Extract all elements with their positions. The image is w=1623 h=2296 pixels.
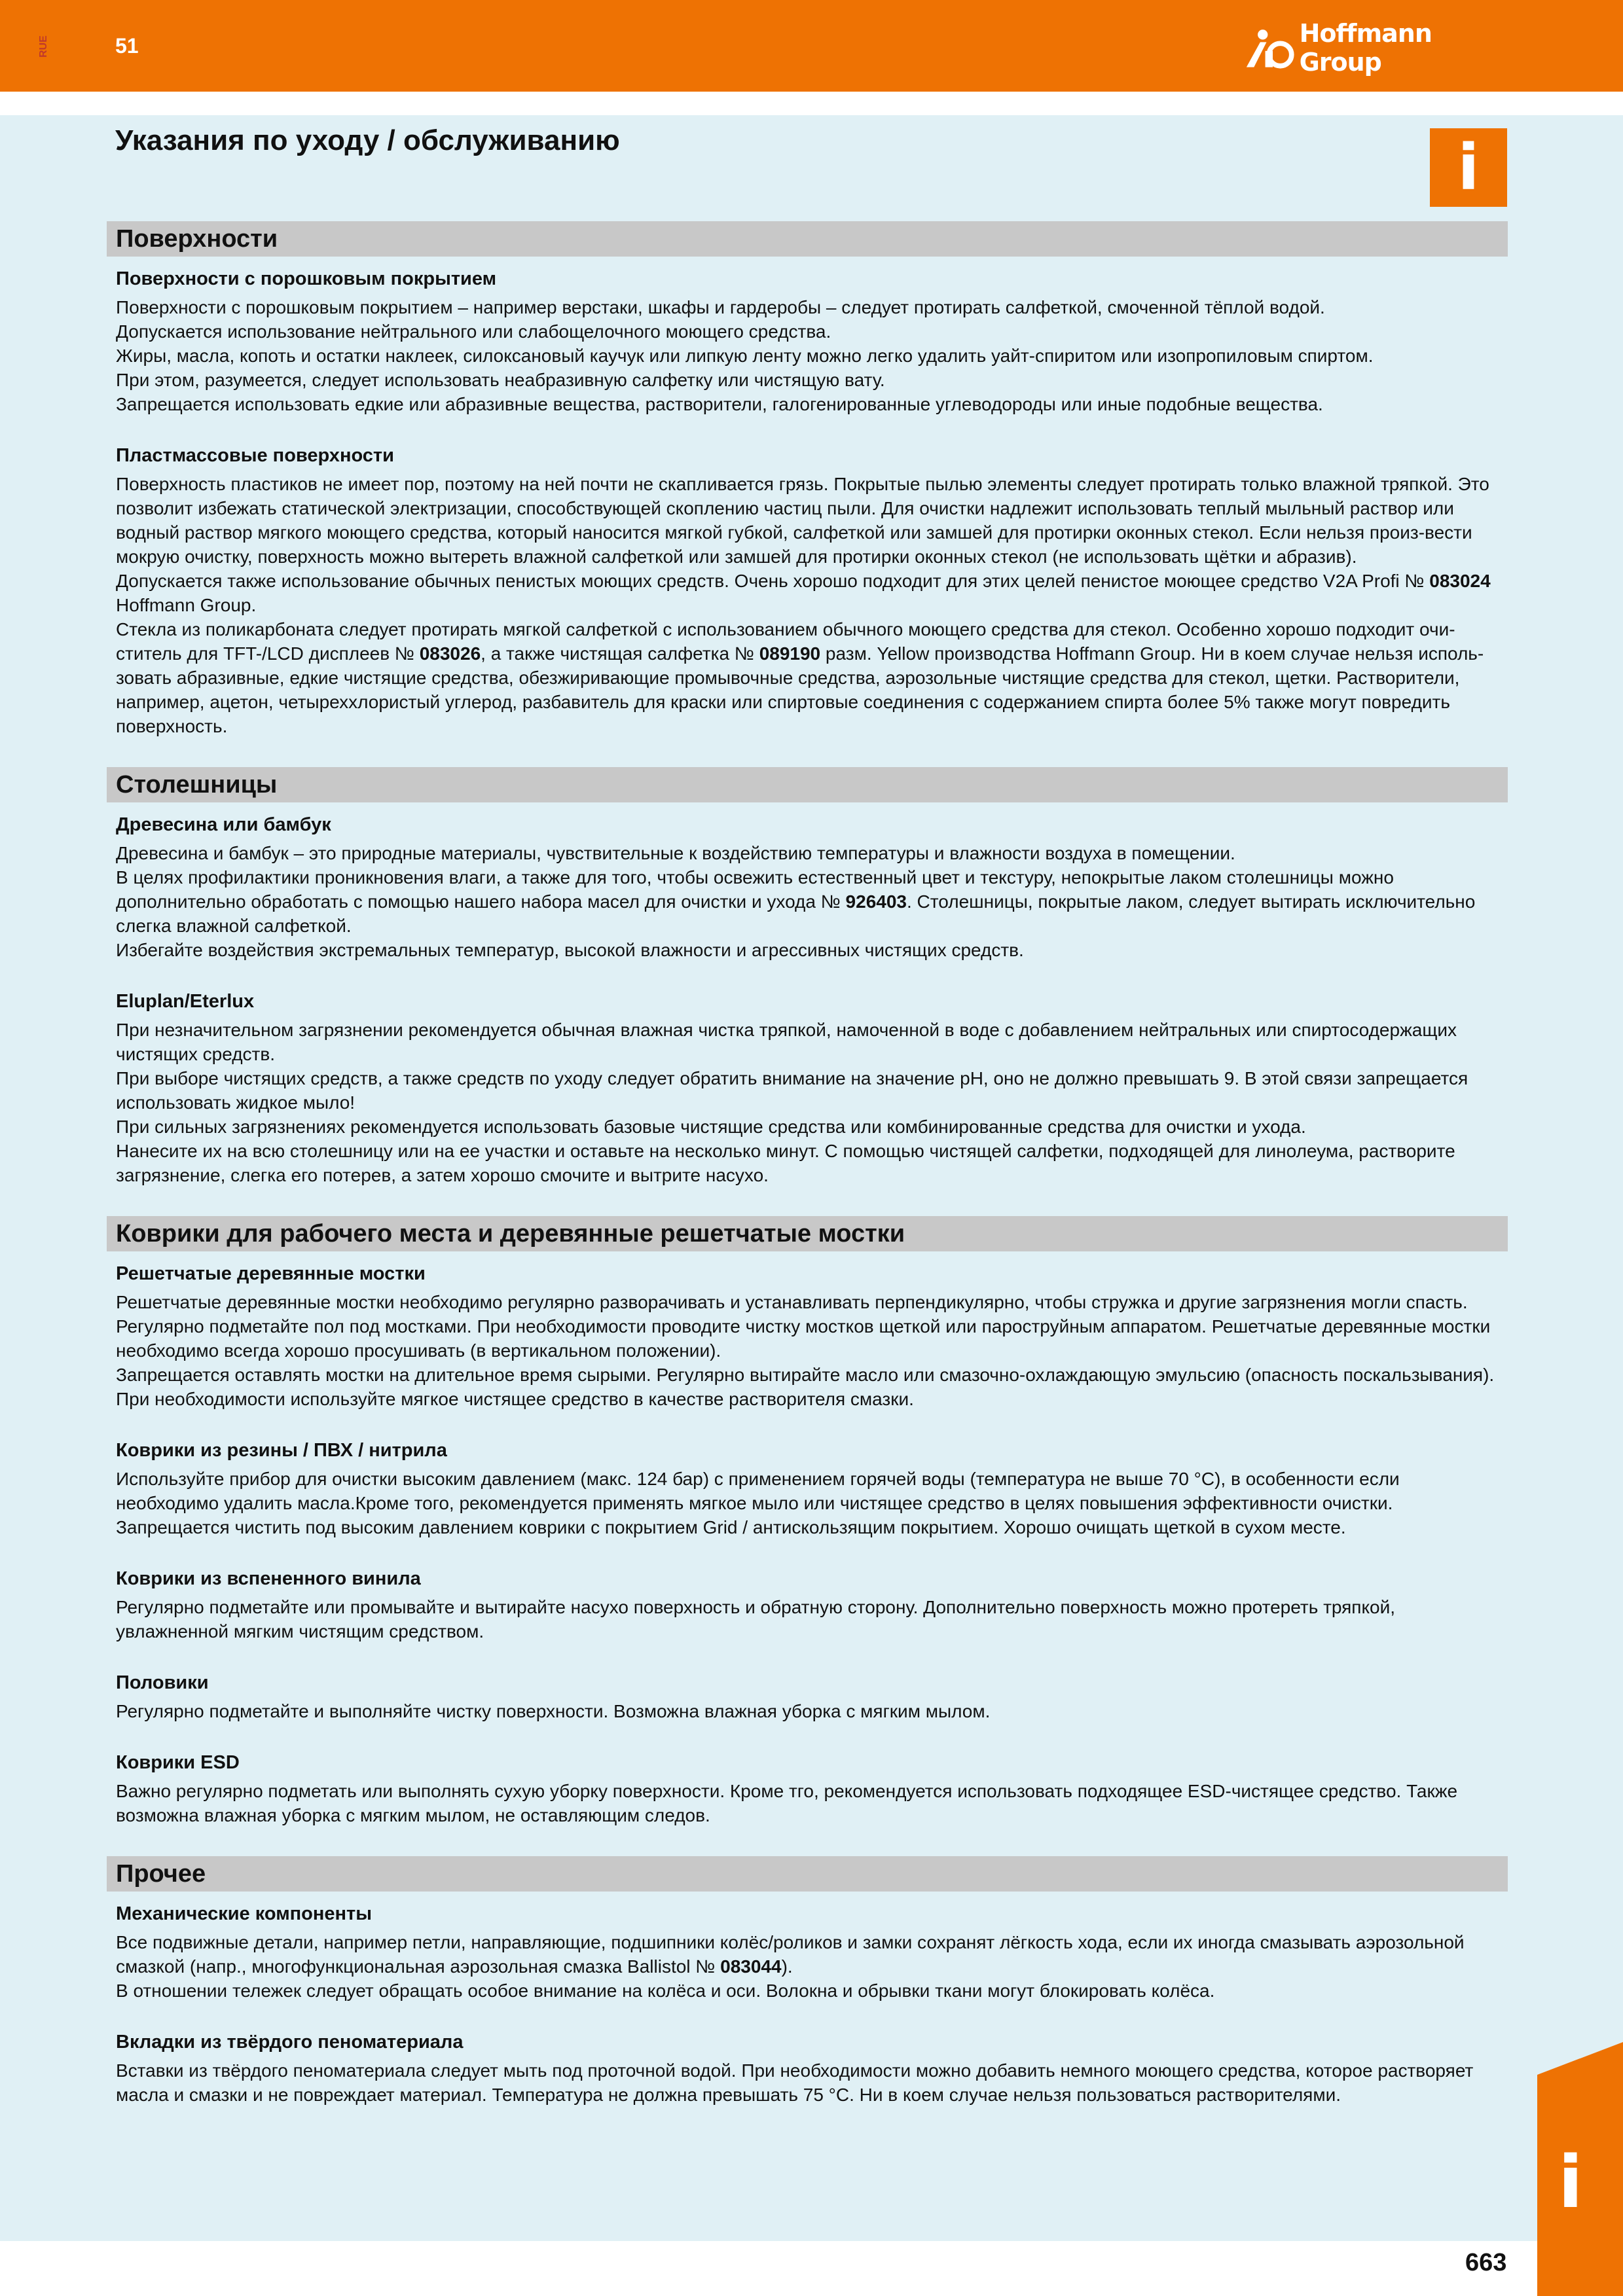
subsection-title: Вкладки из твёрдого пеноматериала [116,2032,464,2053]
paragraph: При незначительном загрязнении рекомендуется обычная влажная чистка тряпкой, намоченной в воде с добавлением нейтральных или спиртосодержащих чистящих средств. [116,1020,1457,1064]
paragraph: Стекла из поликарбоната следует протирать мягкой салфеткой с использованием обычного моющего средства для стекол. Особенно хорошо подходит очи-ститель для TFT-/LCD дисплеев № 083026, а также чистящая салфетка № 089190 разм. Yellow производства Hoffmann Group. Ни в коем случае нельзя исполь-зовать абразивные, едкие чистящие средства, обезжиривающие промывочные средства, аэрозольные чистящие средства для стекол, щетки. Растворители, например, ацетон, четыреххлористый углерод, разбавитель для краски или спиртовые соединения с содержанием спирта более 5% также могут повредить поверхность. [116,619,1484,736]
paragraph: Все подвижные детали, например петли, направляющие, подшипники колёс/роликов и замки сохранят лёгкость хода, если их иногда смазывать аэрозольной смазкой (напр., многофункциональная аэрозольная смазка Ballistol № 083044). [116,1932,1465,1977]
section [107,1216,1508,1827]
paragraph: Запрещается чистить под высоким давлением коврики с покрытием Grid / антискользящим покрытием. Хорошо очищать щеткой в сухом месте. [116,1517,1346,1537]
paragraph: Запрещается использовать едкие или абразивные вещества, растворители, галогенированные углеводороды или иные подобные вещества. [116,394,1323,414]
paragraph: Решетчатые деревянные мостки необходимо регулярно разворачивать и устанавливать перпендикулярно, чтобы стружка и другие загрязнения могли спасть. Регулярно подметайте пол под мостками. При необходимости проводите чистку мостков щеткой или пароструйным аппаратом. Решетчатые деревянные мостки необходимо всегда хорошо просушивать (в вертикальном положении). [116,1292,1491,1361]
paragraph: Жиры, масла, копоть и остатки наклеек, силоксановый каучук или липкую ленту можно легко удалить уайт-спиритом или изопропиловым спиртом. [116,346,1374,366]
paragraph: Запрещается оставлять мостки на длительное время сырыми. Регулярно вытирайте масло или смазочно-охлаждающую эмульсию (опасность поскальзывания). При необходимости используйте мягкое чистящее средство в качестве растворителя смазки. [116,1365,1495,1409]
subsection-title: Коврики ESD [116,1752,240,1773]
subsection-title: Коврики из вспененного винила [116,1568,421,1589]
section-number: 51 [115,34,139,58]
paragraph: Допускается использование нейтрального или слабощелочного моющего средства. [116,321,831,342]
paragraph: При этом, разумеется, следует использовать неабразивную салфетку или чистящую вату. [116,370,885,390]
subsection-title: Древесина или бамбук [116,814,331,835]
subsection [107,1263,1508,1411]
paragraph: Важно регулярно подметать или выполнять сухую уборку поверхности. Кроме тго, рекомендуется использовать подходящее ESD-чистящее средство. Также возможна влажная уборка с мягким мылом, не оставляющим следов. [116,1781,1458,1825]
subsection [107,1752,1508,1827]
section-title: Поверхности [107,221,1508,257]
section-title: Коврики для рабочего места и деревянные решетчатые мостки [107,1216,1508,1251]
paragraph: Регулярно подметайте или промывайте и вытирайте насухо поверхность и обратную сторону. Дополнительно поверхность можно протереть тряпкой, увлажненной мягким чистящим средством. [116,1597,1396,1641]
subsection [107,445,1508,738]
main-content [107,221,1508,2136]
paragraph: Вставки из твёрдого пеноматериала следует мыть под проточной водой. При необходимости можно добавить немного моющего средства, которое растворяет масла и смазки и не повреждает материал. Температура не должна превышать 75 °C. Ни в коем случае нельзя пользоваться растворителями. [116,2060,1474,2105]
paragraph: Избегайте воздействия экстремальных температур, высокой влажности и агрессивных чистящих средств. [116,940,1024,960]
paragraph: Поверхность пластиков не имеет пор, поэтому на ней почти не скапливается грязь. Покрытые пылью элементы следует протирать только влажной тряпкой. Это позволит избежать статической электризации, способствующей скоплению частиц пыли. Для очистки надлежит использовать теплый мыльный раствор или водный раствор мягкого моющего средства, который наносится мягкой губкой, салфеткой или замшей для протирки оконных стекол. Если нельзя произ-вести мокрую очистку, поверхность можно вытереть влажной салфеткой или замшей для протирки оконных стекол (не использовать щётки и абразив). [116,474,1489,567]
subsection [107,814,1508,962]
subsection [107,1903,1508,2003]
hoffmann-logo-icon [1244,25,1294,71]
paragraph: В целях профилактики проникновения влаги, а также для того, чтобы освежить естественный цвет и текстуру, непокрытые лаком столешницы можно дополнительно обработать с помощью нашего набора масел для очистки и ухода № 926403. Столешницы, покрытые лаком, следует вытирать исключительно слегка влажной салфеткой. [116,867,1476,936]
page-number: 663 [1465,2249,1507,2276]
subsection [107,1440,1508,1539]
paragraph: Поверхности с порошковым покрытием – например верстаки, шкафы и гардеробы – следует протирать салфеткой, смоченной тёплой водой. [116,297,1325,317]
info-icon: i [1430,128,1507,207]
paragraph: При выборе чистящих средств, а также средств по уходу следует обратить внимание на значение pH, оно не должно превышать 9. В этой связи запрещается использовать жидкое мыло! [116,1068,1468,1113]
section [107,1856,1508,2107]
subsection [107,1672,1508,1723]
page-footer [0,2241,1537,2296]
section-title: Прочее [107,1856,1508,1892]
subsection-title: Eluplan/Eterlux [116,991,255,1012]
subsection [107,2032,1508,2107]
subsection-title: Коврики из резины / ПВХ / нитрила [116,1440,447,1461]
hoffmann-group-logo [1244,19,1512,77]
paragraph: Древесина и бамбук – это природные материалы, чувствительные к воздействию температуры и влажности воздуха в помещении. [116,843,1235,863]
logo-text: Hoffmann Group [1299,19,1432,77]
side-tab-info-icon: i [1558,2140,1583,2224]
subsection-title: Механические компоненты [116,1903,373,1924]
paragraph: При сильных загрязнениях рекомендуется использовать базовые чистящие средства или комбинированные средства для очистки и ухода. [116,1117,1306,1137]
subsection [107,268,1508,416]
subsection-title: Половики [116,1672,209,1693]
paragraph: Используйте прибор для очистки высоким давлением (макс. 124 бар) с применением горячей воды (температура не выше 70 °C), в особенности если необходимо удалить масла.Кроме того, рекомендуется применять мягкое мыло или чистящее средство в целях повышения эффективности очистки. [116,1469,1400,1513]
subsection-title: Решетчатые деревянные мостки [116,1263,426,1284]
subsection [107,991,1508,1187]
header-divider [0,92,1623,115]
paragraph: Нанесите их на всю столешницу или на ее участки и оставьте на несколько минут. С помощью чистящей салфетки, подходящей для линолеума, растворите загрязнение, слегка его потерев, а затем хорошо смочите и вытрите насухо. [116,1141,1455,1185]
subsection-title: Пластмассовые поверхности [116,445,394,466]
subsection [107,1568,1508,1643]
subsection-title: Поверхности с порошковым покрытием [116,268,497,289]
language-code: RUE [38,35,49,58]
page-title: Указания по уходу / обслуживанию [115,124,620,156]
section-title: Столешницы [107,767,1508,802]
section [107,221,1508,738]
paragraph: В отношении тележек следует обращать особое внимание на колёса и оси. Волокна и обрывки ткани могут блокировать колёса. [116,1981,1215,2001]
section [107,767,1508,1187]
paragraph: Допускается также использование обычных пенистых моющих средств. Очень хорошо подходит для этих целей пенистое моющее средство V2A Profi № 083024 Hoffmann Group. [116,571,1491,615]
paragraph: Регулярно подметайте и выполняйте чистку поверхности. Возможна влажная уборка с мягким мылом. [116,1701,991,1721]
